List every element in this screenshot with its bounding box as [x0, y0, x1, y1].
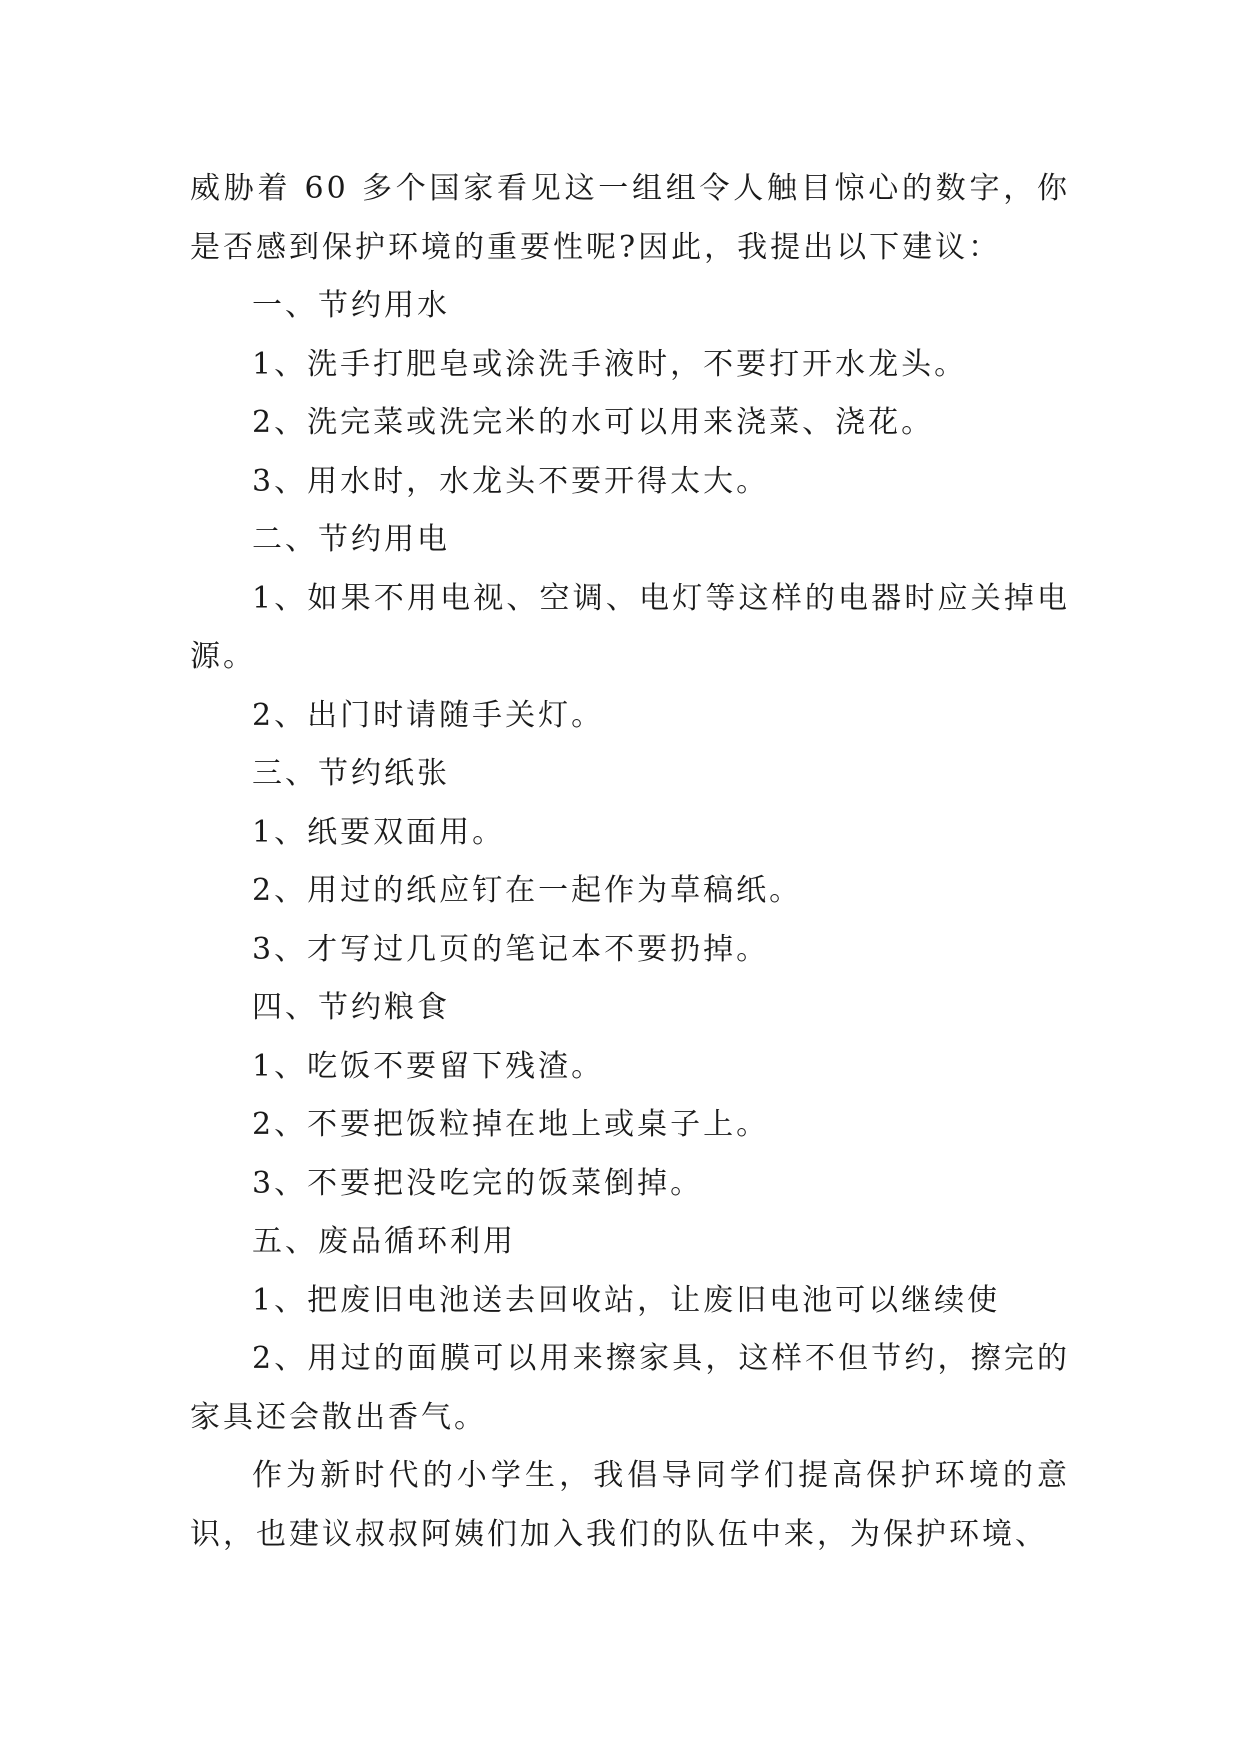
list-item-water-1: 1、洗手打肥皂或涂洗手液时，不要打开水龙头。 [252, 346, 968, 382]
list-item-food-3: 3、不要把没吃完的饭菜倒掉。 [252, 1165, 704, 1201]
heading-save-food: 四、节约粮食 [252, 990, 450, 1025]
list-item-paper-2: 2、用过的纸应钉在一起作为草稿纸。 [252, 873, 803, 908]
list-item-electricity-1: 1、如果不用电视、空调、电灯等这样的电器时应关掉电源。 [190, 580, 1070, 674]
heading-save-paper: 三、节约纸张 [252, 756, 450, 791]
list-item-recycling-2: 2、用过的面膜可以用来擦家具，这样不但节约，擦完的家具还会散出香气。 [190, 1341, 1070, 1435]
list-item-paper-1: 1、纸要双面用。 [252, 814, 506, 850]
body-text [190, 160, 1070, 1564]
list-item-recycling-1: 1、把废旧电池送去回收站，让废旧电池可以继续使 [252, 1282, 1001, 1318]
heading-save-electricity: 二、节约用电 [252, 522, 450, 557]
list-item-water-2: 2、洗完菜或洗完米的水可以用来浇菜、浇花。 [252, 405, 935, 440]
paragraph-intro: 威胁着 60 多个国家看见这一组组令人触目惊心的数字，你是否感到保护环境的重要性呢?因此，我提出以下建议： [190, 171, 1070, 265]
list-item-electricity-2: 2、出门时请随手关灯。 [252, 697, 605, 733]
list-item-water-3: 3、用水时，水龙头不要开得太大。 [252, 463, 770, 499]
heading-recycling: 五、废品循环利用 [252, 1224, 516, 1259]
list-item-food-1: 1、吃饭不要留下残渣。 [252, 1048, 605, 1084]
list-item-paper-3: 3、才写过几页的笔记本不要扔掉。 [252, 931, 770, 967]
heading-save-water: 一、节约用水 [252, 288, 450, 323]
paragraph-conclusion: 作为新时代的小学生，我倡导同学们提高保护环境的意识，也建议叔叔阿姨们加入我们的队伍中来，为保护环境、 [190, 1458, 1070, 1552]
list-item-food-2: 2、不要把饭粒掉在地上或桌子上。 [252, 1107, 770, 1142]
